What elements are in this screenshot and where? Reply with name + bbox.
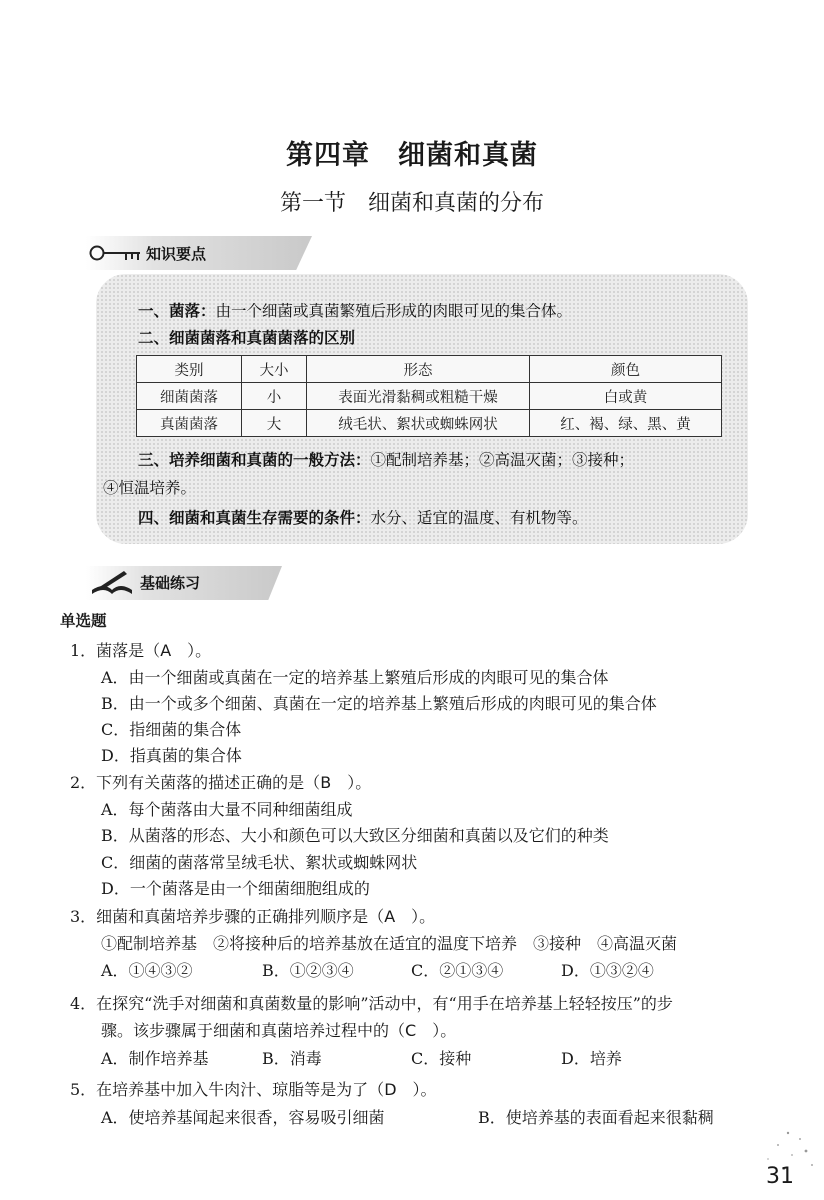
stem-text: 3．细菌和真菌培养步骤的正确排列顺序是（ — [70, 907, 385, 926]
stem-text: 骤。该步骤属于细菌和真菌培养过程中的（ — [101, 1021, 406, 1040]
key-icon — [88, 242, 142, 264]
table-cell: 红、褐、绿、黑、黄 — [530, 410, 722, 437]
answer-mark: D — [384, 1080, 397, 1099]
stem-text: ）。 — [412, 1080, 437, 1099]
point-4-text: 水分、适宜的温度、有机物等。 — [370, 509, 588, 527]
point-3-head: 三、培养细菌和真菌的一般方法： — [138, 451, 371, 469]
table-cell: 绒毛状、絮状或蜘蛛网状 — [307, 410, 530, 437]
point-1-head: 一、菌落： — [138, 302, 216, 320]
option: C．指细菌的集合体 — [101, 720, 242, 739]
answer-mark: A — [384, 907, 396, 926]
option: D．一个菌落是由一个细菌细胞组成的 — [101, 879, 370, 898]
stem-text: ）。 — [187, 641, 212, 660]
table-header: 形态 — [307, 356, 530, 383]
option: D．①③②④ — [561, 961, 654, 980]
question-type-heading: 单选题 — [60, 611, 107, 630]
option: A．使培养基闻起来很香，容易吸引细菌 — [101, 1108, 385, 1127]
colony-comparison-table — [136, 355, 722, 437]
answer-mark: C — [405, 1021, 417, 1040]
table-row — [137, 410, 722, 437]
option: C．细菌的菌落常呈绒毛状、絮状或蜘蛛网状 — [101, 853, 418, 872]
option: D．指真菌的集合体 — [101, 746, 242, 765]
option: A．每个菌落由大量不同种细菌组成 — [101, 800, 353, 819]
stem-text: ）。 — [347, 773, 372, 792]
table-header: 大小 — [242, 356, 307, 383]
answer-mark: B — [320, 773, 332, 792]
question-5-stem — [70, 1077, 437, 1100]
point-1 — [138, 299, 572, 321]
answer-mark: A — [160, 641, 172, 660]
point-2-head: 二、细菌菌落和真菌菌落的区别 — [138, 329, 356, 347]
practice-label: 基础练习 — [140, 574, 201, 592]
pen-book-icon — [90, 568, 134, 596]
option: A．制作培养基 — [101, 1049, 209, 1068]
option: C．②①③④ — [411, 961, 504, 980]
table-header: 类别 — [137, 356, 242, 383]
option: B．①②③④ — [262, 961, 354, 980]
table-row — [137, 383, 722, 410]
stem-text: 5．在培养基中加入牛肉汁、琼脂等是为了（ — [70, 1080, 385, 1099]
question-2-stem — [70, 770, 371, 793]
option: B．使培养基的表面看起来很黏稠 — [478, 1108, 714, 1127]
question-1-stem — [70, 638, 211, 661]
option: B．消毒 — [262, 1049, 322, 1068]
table-cell: 白或黄 — [530, 383, 722, 410]
option: A．由一个细菌或真菌在一定的培养基上繁殖后形成的肉眼可见的集合体 — [101, 668, 609, 687]
point-1-text: 由一个细菌或真菌繁殖后形成的肉眼可见的集合体。 — [215, 302, 573, 320]
table-cell: 小 — [242, 383, 307, 410]
stem-text: ）。 — [411, 907, 436, 926]
table-header: 颜色 — [530, 356, 722, 383]
knowledge-label: 知识要点 — [146, 245, 207, 263]
point-3-continued: ④恒温培养。 — [103, 479, 197, 497]
page-number: 31 — [766, 1164, 794, 1189]
table-cell: 大 — [242, 410, 307, 437]
point-4 — [138, 506, 588, 528]
stem-text: 2．下列有关菌落的描述正确的是（ — [70, 773, 321, 792]
section-title: 第一节 细菌和真菌的分布 — [279, 191, 544, 216]
question-3-steps: ①配制培养基 ②将接种后的培养基放在适宜的温度下培养 ③接种 ④高温灭菌 — [101, 934, 678, 953]
chapter-title: 第四章 细菌和真菌 — [286, 140, 538, 171]
option: B．由一个或多个细菌、真菌在一定的培养基上繁殖后形成的肉眼可见的集合体 — [101, 694, 657, 713]
table-cell: 真菌菌落 — [137, 410, 242, 437]
table-header-row — [137, 356, 722, 383]
question-4-stem-line-1: 4．在探究“洗手对细菌和真菌数量的影响”活动中，有“用手在培养基上轻轻按压”的步 — [70, 994, 673, 1013]
point-4-head: 四、细菌和真菌生存需要的条件： — [138, 509, 371, 527]
question-3-stem — [70, 904, 435, 927]
stem-text: ）。 — [432, 1021, 457, 1040]
point-3 — [138, 448, 634, 470]
question-4-stem-line-2 — [101, 1018, 456, 1041]
option: A．①④③② — [101, 961, 193, 980]
point-2 — [138, 326, 355, 348]
option: D．培养 — [561, 1049, 622, 1068]
stem-text: 1．菌落是（ — [70, 641, 161, 660]
option: C．接种 — [411, 1049, 472, 1068]
point-3-text: ①配制培养基；②高温灭菌；③接种； — [370, 451, 635, 469]
option: B．从菌落的形态、大小和颜色可以大致区分细菌和真菌以及它们的种类 — [101, 826, 609, 845]
table-cell: 表面光滑黏稠或粗糙干燥 — [307, 383, 530, 410]
table-cell: 细菌菌落 — [137, 383, 242, 410]
